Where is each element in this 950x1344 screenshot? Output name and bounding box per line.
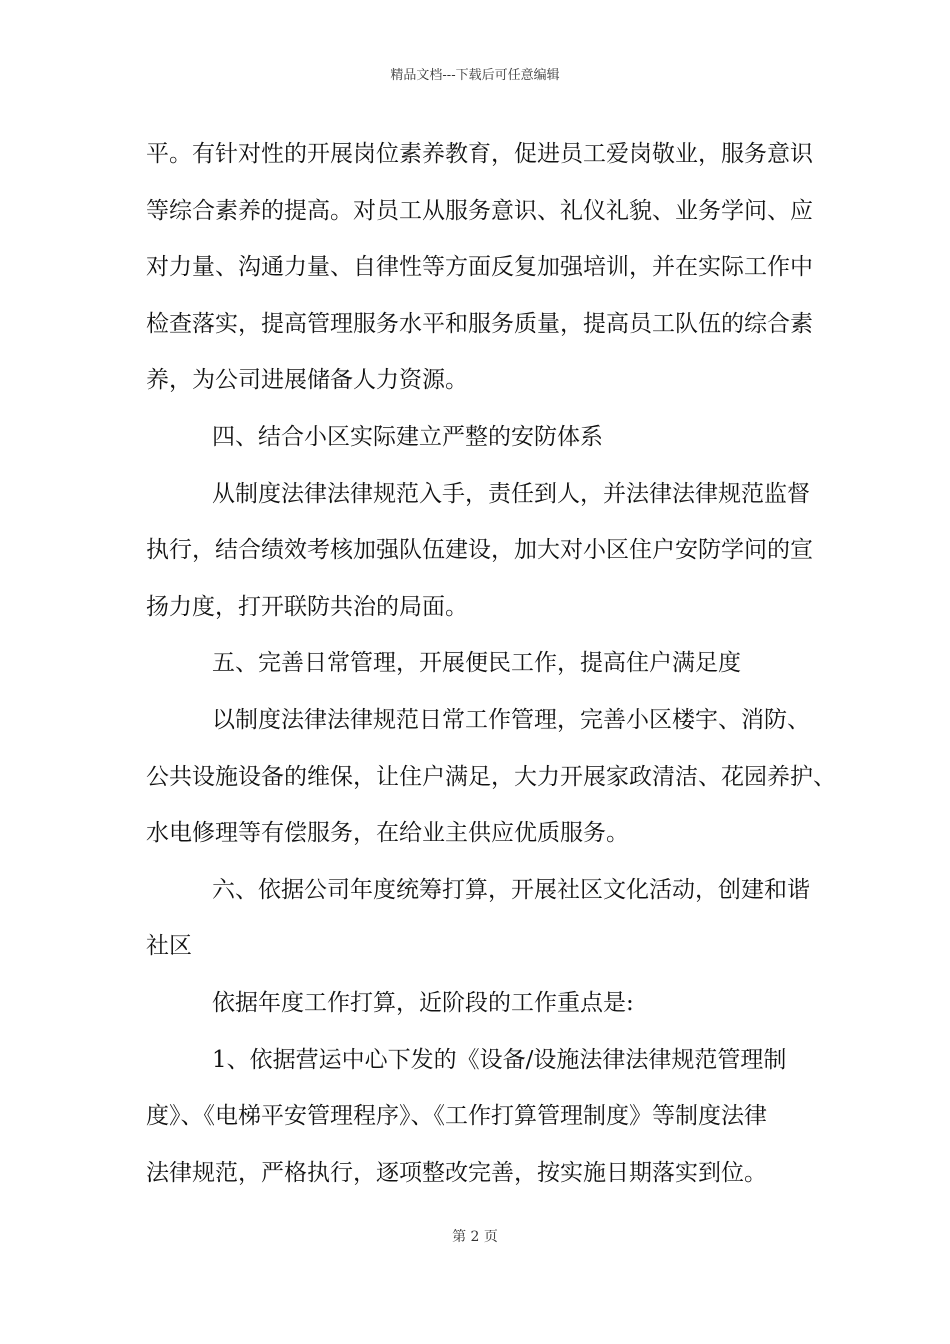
footer-prefix: 第 [452,1229,467,1245]
text-line: 社区 [146,933,192,960]
text-line: 度》、《电梯平安管理程序》、《工作打算管理制度》等制度法律 [146,1103,767,1130]
text-line: 平。有针对性的开展岗位素养教育，促进员工爱岗敬业，服务意识 [146,141,813,167]
text-line: 1、依据营运中心下发的《设备/设施法律法律规范管理制 [212,1046,787,1073]
text-line: 水电修理等有偿服务，在给业主供应优质服务。 [146,820,629,847]
text-line: 依据年度工作打算，近阶段的工作重点是: [212,989,634,1016]
footer-suffix: 页 [483,1229,498,1245]
header-text: 精品文档---下载后可任意编辑 [390,68,560,83]
text-line: 以制度法律法律规范日常工作管理，完善小区楼宇、消防、 [212,706,810,733]
text-line: 扬力度，打开联防共治的局面。 [146,593,468,620]
text-line: 检查落实，提高管理服务水平和服务质量，提高员工队伍的综合素 [146,310,813,337]
document-body [146,126,836,1201]
text-line: 五、完善日常管理，开展便民工作，提高住户满足度 [212,650,741,677]
page-footer [0,1226,950,1246]
page-number: 2 [470,1229,480,1245]
text-line: 从制度法律法律规范入手，责任到人，并法律法律规范监督 [212,480,810,507]
text-line: 公共设施设备的维保，让住户满足，大力开展家政清洁、花园养护、 [146,763,836,790]
text-line: 法律规范，严格执行，逐项整改完善，按实施日期落实到位。 [146,1159,767,1186]
text-line: 对力量、沟通力量、自律性等方面反复加强培训，并在实际工作中 [146,254,813,281]
text-line: 四、结合小区实际建立严整的安防体系 [212,423,603,450]
text-line: 六、依据公司年度统筹打算，开展社区文化活动，创建和谐 [212,876,810,903]
text-line: 等综合素养的提高。对员工从服务意识、礼仪礼貌、业务学问、应 [146,197,813,224]
text-line: 养，为公司进展储备人力资源。 [146,367,468,394]
page-header [0,64,950,83]
text-line: 执行，结合绩效考核加强队伍建设，加大对小区住户安防学问的宣 [146,537,813,564]
